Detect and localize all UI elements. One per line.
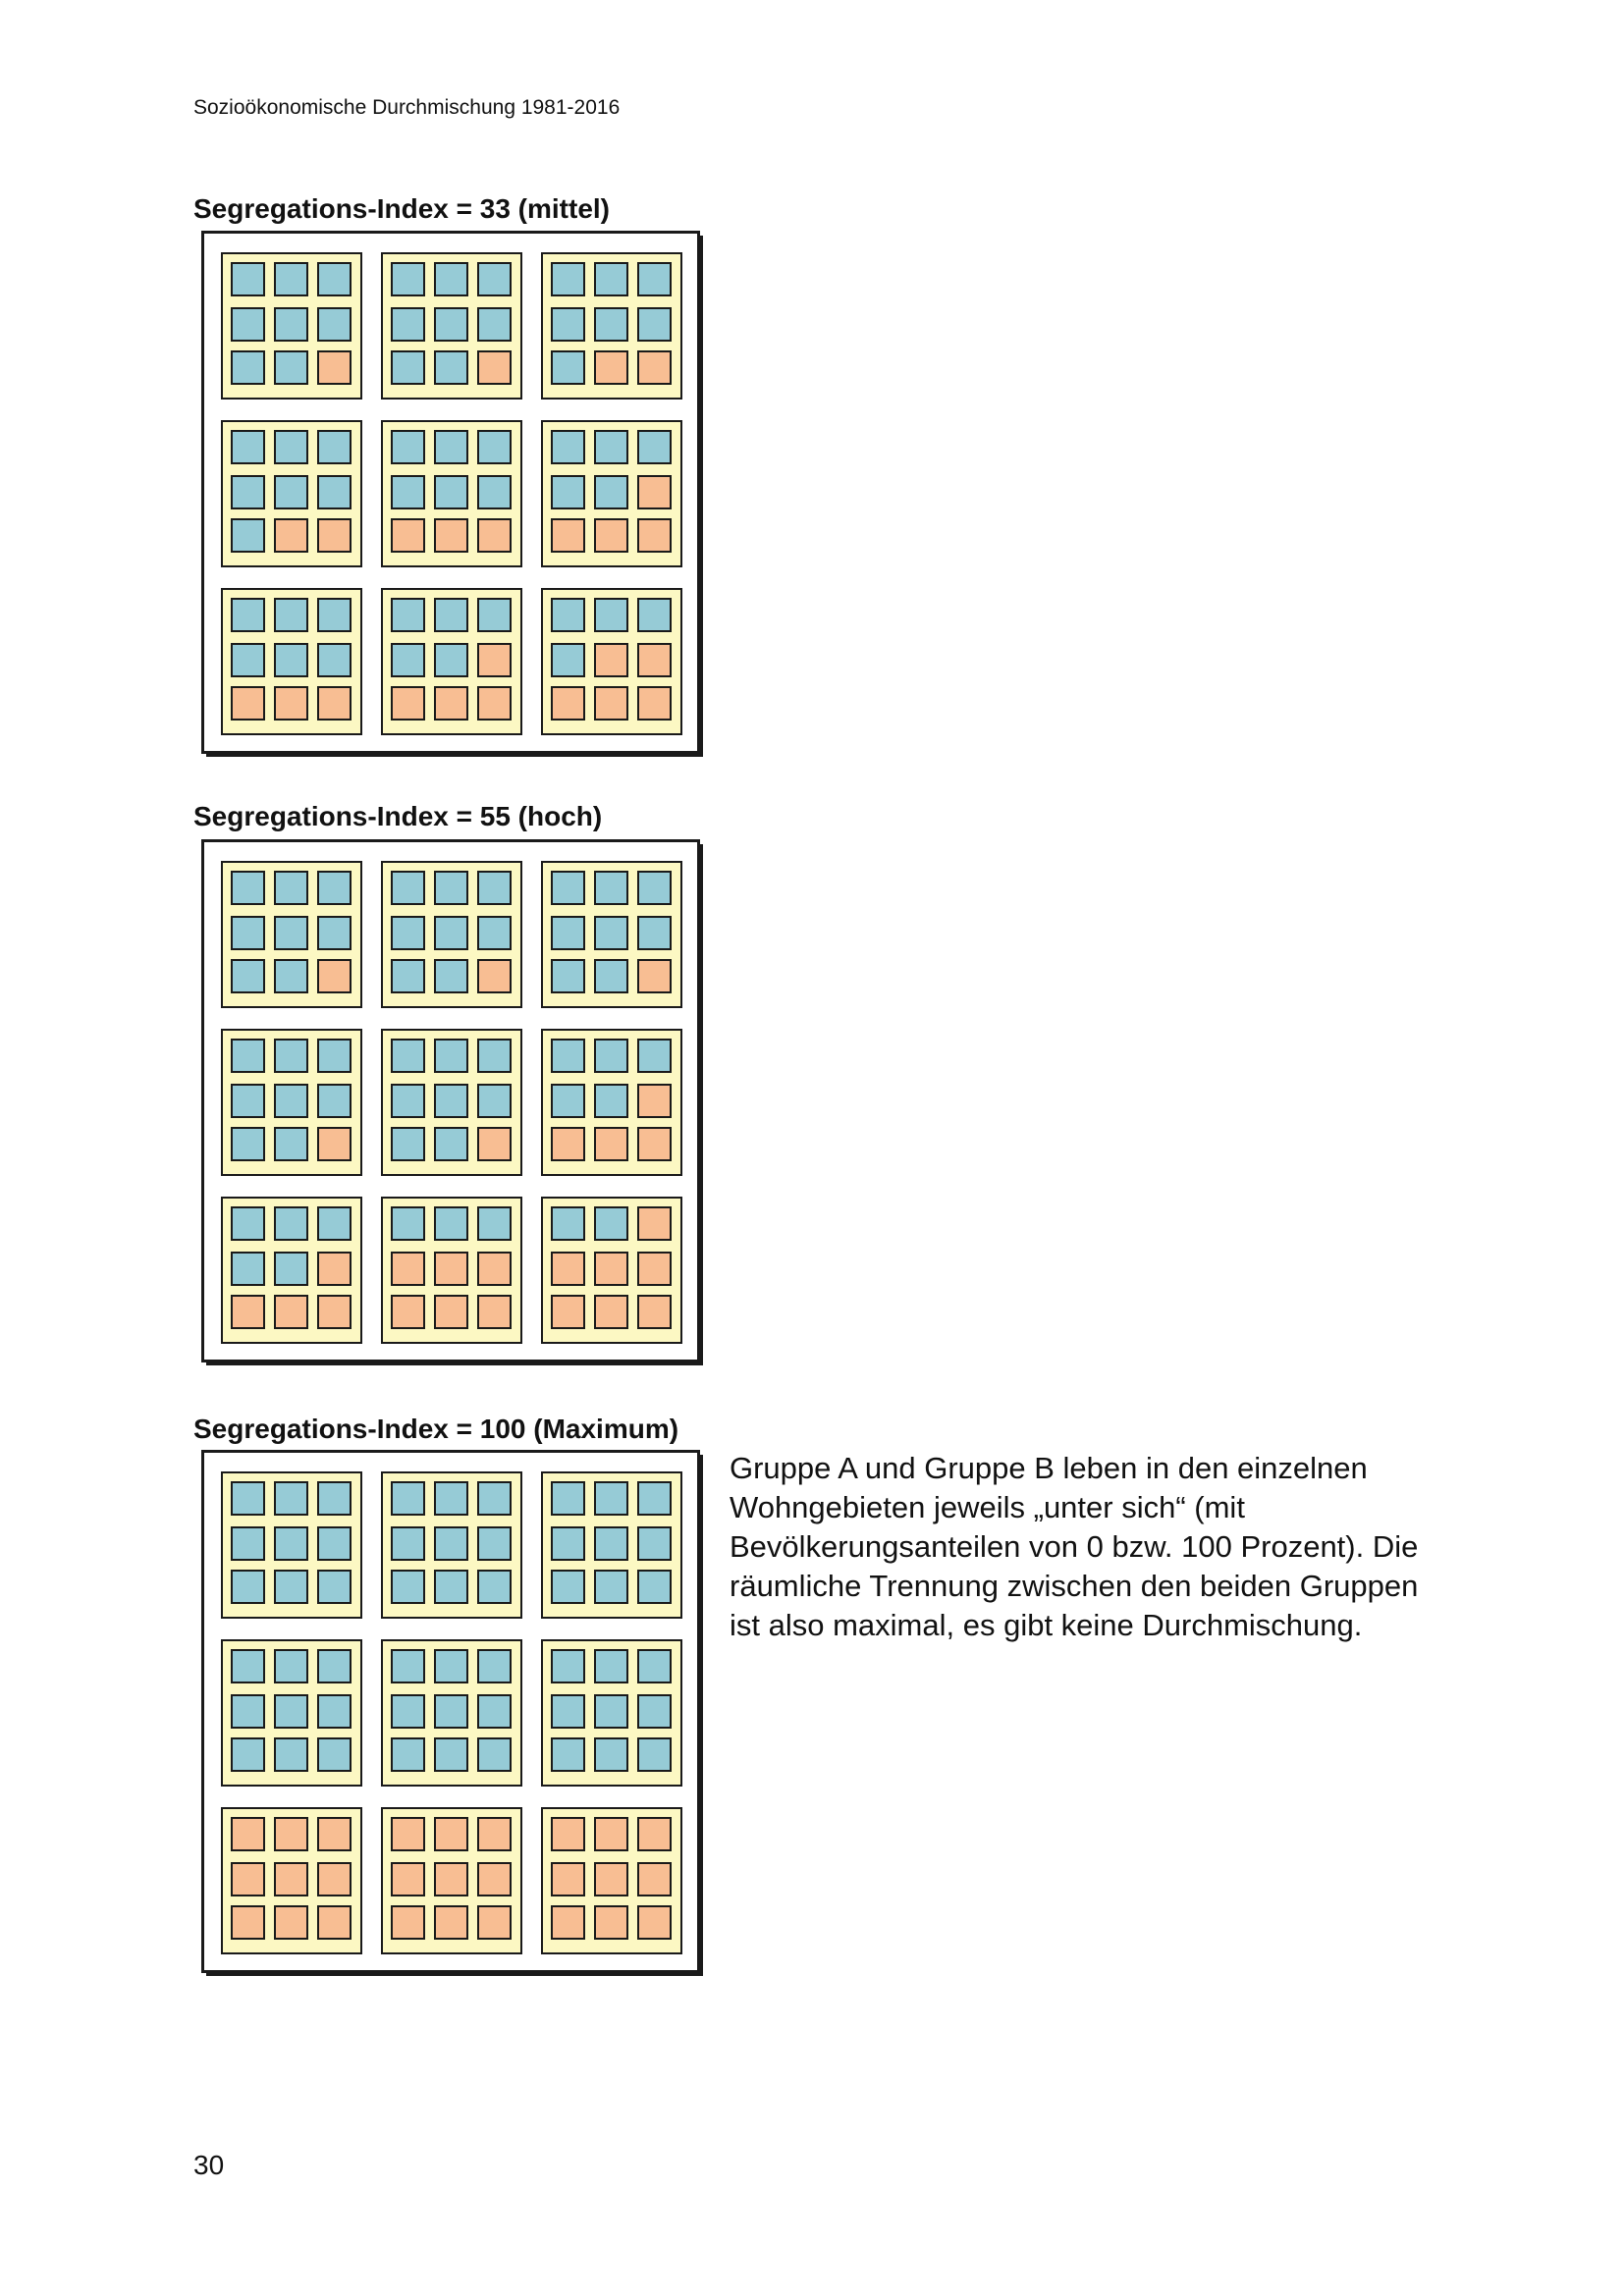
household-group-a [435,872,467,904]
household-group-a [392,1128,424,1160]
household-group-a [232,1040,264,1072]
segregation-grid-figure [201,839,704,1366]
household-group-a [318,1571,351,1603]
household-group-b [638,1296,671,1328]
household-group-a [392,1207,424,1240]
segregation-grid-figure [201,1450,704,1977]
household-group-a [435,1207,467,1240]
household-group-b [638,960,671,992]
district [222,1030,361,1175]
district [382,1198,521,1343]
household-group-a [552,872,584,904]
figure-3-title: Segregations-Index = 100 (Maximum) [193,1414,679,1444]
household-group-b [638,1207,671,1240]
household-group-a [595,872,627,904]
household-group-a [232,960,264,992]
running-header: Sozioökonomische Durchmischung 1981-2016 [193,96,621,119]
household-group-a [232,917,264,949]
household-group-a [595,960,627,992]
household-group-a [435,476,467,508]
district [542,862,681,1007]
household-group-b [595,519,627,552]
household-group-a [232,1253,264,1285]
household-group-a [392,1085,424,1117]
household-group-a [392,1040,424,1072]
household-group-a [318,1207,351,1240]
household-group-a [552,1738,584,1771]
household-group-a [552,263,584,295]
household-group-b [638,476,671,508]
figure-2 [201,839,704,1366]
household-group-a [638,917,671,949]
household-group-b [392,1906,424,1939]
district [382,862,521,1007]
district [542,253,681,399]
household-group-b [435,687,467,720]
household-group-a [478,1040,511,1072]
household-group-a [275,1207,307,1240]
household-group-a [392,431,424,463]
district [222,253,361,399]
household-group-b [318,1906,351,1939]
household-group-a [275,1571,307,1603]
household-group-a [638,431,671,463]
household-group-b [392,1863,424,1896]
household-group-b [478,1906,511,1939]
household-group-a [318,1650,351,1682]
household-group-b [552,1818,584,1850]
household-group-a [275,960,307,992]
district [222,1472,361,1618]
household-group-a [318,263,351,295]
household-group-a [392,1482,424,1515]
household-group-b [435,1863,467,1896]
household-group-a [638,263,671,295]
household-group-a [232,263,264,295]
household-group-a [435,1085,467,1117]
household-group-b [392,687,424,720]
household-group-b [232,1863,264,1896]
household-group-a [232,644,264,676]
household-group-a [392,644,424,676]
household-group-a [318,917,351,949]
household-group-a [318,1482,351,1515]
household-group-a [435,1040,467,1072]
household-group-a [552,599,584,631]
household-group-a [392,599,424,631]
household-group-a [318,308,351,341]
household-group-a [435,599,467,631]
household-group-b [638,1128,671,1160]
household-group-b [595,1863,627,1896]
household-group-a [595,599,627,631]
household-group-b [275,1296,307,1328]
household-group-a [275,1040,307,1072]
household-group-b [478,351,511,384]
district [542,421,681,566]
household-group-a [638,599,671,631]
household-group-b [478,1128,511,1160]
household-group-a [638,1040,671,1072]
household-group-a [595,1695,627,1728]
household-group-a [275,1128,307,1160]
household-group-a [478,1650,511,1682]
household-group-b [318,1253,351,1285]
household-group-b [638,687,671,720]
household-group-a [595,1207,627,1240]
household-group-a [552,644,584,676]
figure-2-title: Segregations-Index = 55 (hoch) [193,801,603,831]
household-group-a [232,1207,264,1240]
district [222,421,361,566]
household-group-a [478,1738,511,1771]
household-group-a [392,1527,424,1560]
household-group-b [392,519,424,552]
household-group-b [275,1906,307,1939]
household-group-a [552,917,584,949]
household-group-b [552,1296,584,1328]
household-group-a [552,351,584,384]
household-group-a [435,1128,467,1160]
household-group-a [552,431,584,463]
household-group-a [595,917,627,949]
household-group-a [275,1253,307,1285]
household-group-a [275,308,307,341]
household-group-b [638,1253,671,1285]
district [382,1640,521,1786]
page-number: 30 [193,2150,225,2180]
household-group-a [595,1085,627,1117]
household-group-a [232,1085,264,1117]
household-group-a [275,1482,307,1515]
household-group-a [435,1650,467,1682]
figure-1-title: Segregations-Index = 33 (mittel) [193,193,610,224]
district [382,1808,521,1953]
household-group-a [275,644,307,676]
household-group-a [435,351,467,384]
household-group-a [595,431,627,463]
household-group-b [435,1818,467,1850]
household-group-b [392,1296,424,1328]
household-group-b [318,687,351,720]
household-group-a [552,960,584,992]
district [222,1808,361,1953]
household-group-a [478,431,511,463]
household-group-a [478,1527,511,1560]
household-group-a [435,1571,467,1603]
household-group-a [638,1527,671,1560]
household-group-a [595,263,627,295]
household-group-a [638,1482,671,1515]
household-group-b [478,644,511,676]
household-group-a [318,1695,351,1728]
household-group-b [552,1863,584,1896]
household-group-a [392,960,424,992]
household-group-a [275,872,307,904]
district [222,1640,361,1786]
household-group-a [478,1482,511,1515]
household-group-b [595,1818,627,1850]
household-group-a [318,1085,351,1117]
household-group-a [552,1482,584,1515]
household-group-a [232,1695,264,1728]
household-group-a [552,1527,584,1560]
household-group-b [275,1818,307,1850]
segregation-grid-figure [201,231,704,758]
figure-1 [201,231,704,758]
household-group-b [232,1818,264,1850]
household-group-a [595,1571,627,1603]
household-group-a [392,308,424,341]
household-group-b [552,687,584,720]
district [222,862,361,1007]
household-group-a [275,1085,307,1117]
household-group-b [638,1906,671,1939]
household-group-a [232,1650,264,1682]
district [382,1472,521,1618]
household-group-a [435,960,467,992]
household-group-a [595,1650,627,1682]
household-group-a [275,1738,307,1771]
household-group-a [318,476,351,508]
household-group-b [232,1296,264,1328]
household-group-a [392,917,424,949]
household-group-a [478,1207,511,1240]
household-group-a [552,308,584,341]
household-group-a [275,917,307,949]
household-group-a [478,1085,511,1117]
household-group-b [552,1128,584,1160]
household-group-a [318,1738,351,1771]
household-group-b [478,687,511,720]
household-group-a [318,644,351,676]
household-group-a [552,1695,584,1728]
household-group-b [318,1296,351,1328]
figure-3-description: Gruppe A und Gruppe B leben in den einzelnen Wohngebieten jeweils „unter sich“ (mit Bevölkerungsanteilen von 0 bzw. 100 Prozent). Die räumliche Trennung zwischen den beiden Gruppen ist also maximal, es gibt keine Durchmischung. [730,1451,1419,1642]
household-group-b [552,1253,584,1285]
household-group-a [392,1650,424,1682]
household-group-b [638,644,671,676]
household-group-a [232,431,264,463]
household-group-b [478,1863,511,1896]
household-group-a [232,1482,264,1515]
household-group-a [478,917,511,949]
household-group-a [232,1571,264,1603]
household-group-a [275,599,307,631]
household-group-b [232,687,264,720]
household-group-a [232,1128,264,1160]
household-group-b [435,1906,467,1939]
household-group-b [318,351,351,384]
household-group-b [595,1253,627,1285]
household-group-a [595,1527,627,1560]
household-group-b [435,1296,467,1328]
household-group-b [595,1906,627,1939]
household-group-a [638,1738,671,1771]
household-group-a [392,1571,424,1603]
household-group-b [478,960,511,992]
household-group-a [595,308,627,341]
household-group-a [595,1738,627,1771]
household-group-a [435,263,467,295]
household-group-b [595,1128,627,1160]
household-group-a [232,308,264,341]
household-group-a [478,872,511,904]
household-group-b [478,1253,511,1285]
household-group-b [232,1906,264,1939]
household-group-b [595,351,627,384]
household-group-a [275,431,307,463]
district [542,1198,681,1343]
household-group-b [318,960,351,992]
household-group-a [638,872,671,904]
household-group-b [478,1296,511,1328]
household-group-b [552,1906,584,1939]
household-group-a [232,476,264,508]
household-group-a [275,1695,307,1728]
household-group-a [275,1650,307,1682]
household-group-a [232,1527,264,1560]
household-group-a [435,431,467,463]
household-group-a [478,599,511,631]
household-group-b [595,687,627,720]
district [542,1030,681,1175]
household-group-b [595,644,627,676]
household-group-b [392,1818,424,1850]
household-group-b [638,351,671,384]
household-group-a [638,1650,671,1682]
household-group-b [318,519,351,552]
household-group-a [318,1040,351,1072]
household-group-a [232,351,264,384]
household-group-b [275,687,307,720]
household-group-a [435,308,467,341]
household-group-a [552,1040,584,1072]
household-group-a [232,872,264,904]
district [382,253,521,399]
household-group-b [638,519,671,552]
household-group-b [392,1253,424,1285]
household-group-a [232,1738,264,1771]
household-group-a [552,1571,584,1603]
household-group-a [392,263,424,295]
household-group-a [275,351,307,384]
household-group-a [478,476,511,508]
household-group-a [595,1482,627,1515]
household-group-a [552,1650,584,1682]
household-group-a [478,1695,511,1728]
household-group-a [595,1040,627,1072]
district [542,1808,681,1953]
household-group-b [318,1818,351,1850]
district [542,1472,681,1618]
household-group-a [275,476,307,508]
household-group-b [638,1818,671,1850]
household-group-a [552,476,584,508]
household-group-a [435,1738,467,1771]
household-group-a [318,431,351,463]
household-group-b [638,1863,671,1896]
household-group-b [478,519,511,552]
household-group-a [392,476,424,508]
household-group-a [638,1571,671,1603]
household-group-b [318,1863,351,1896]
household-group-a [275,263,307,295]
household-group-b [478,1818,511,1850]
household-group-a [392,1695,424,1728]
household-group-a [392,872,424,904]
household-group-b [638,1085,671,1117]
district [542,1640,681,1786]
household-group-a [232,599,264,631]
household-group-a [318,1527,351,1560]
household-group-a [392,351,424,384]
household-group-b [552,519,584,552]
household-group-a [552,1207,584,1240]
household-group-a [232,519,264,552]
household-group-a [435,917,467,949]
household-group-a [318,872,351,904]
household-group-b [435,519,467,552]
household-group-a [638,308,671,341]
district [222,589,361,734]
household-group-a [275,1527,307,1560]
district [382,589,521,734]
household-group-a [595,476,627,508]
household-group-a [478,1571,511,1603]
household-group-a [435,1482,467,1515]
household-group-a [435,1527,467,1560]
district [382,1030,521,1175]
household-group-a [318,599,351,631]
district [542,589,681,734]
household-group-a [435,644,467,676]
household-group-b [275,1863,307,1896]
household-group-a [638,1695,671,1728]
household-group-a [392,1738,424,1771]
household-group-a [552,1085,584,1117]
household-group-b [318,1128,351,1160]
household-group-a [435,1695,467,1728]
household-group-a [478,308,511,341]
household-group-a [478,263,511,295]
household-group-b [435,1253,467,1285]
household-group-b [595,1296,627,1328]
district [222,1198,361,1343]
figure-3 [201,1450,704,1977]
district [382,421,521,566]
household-group-b [275,519,307,552]
